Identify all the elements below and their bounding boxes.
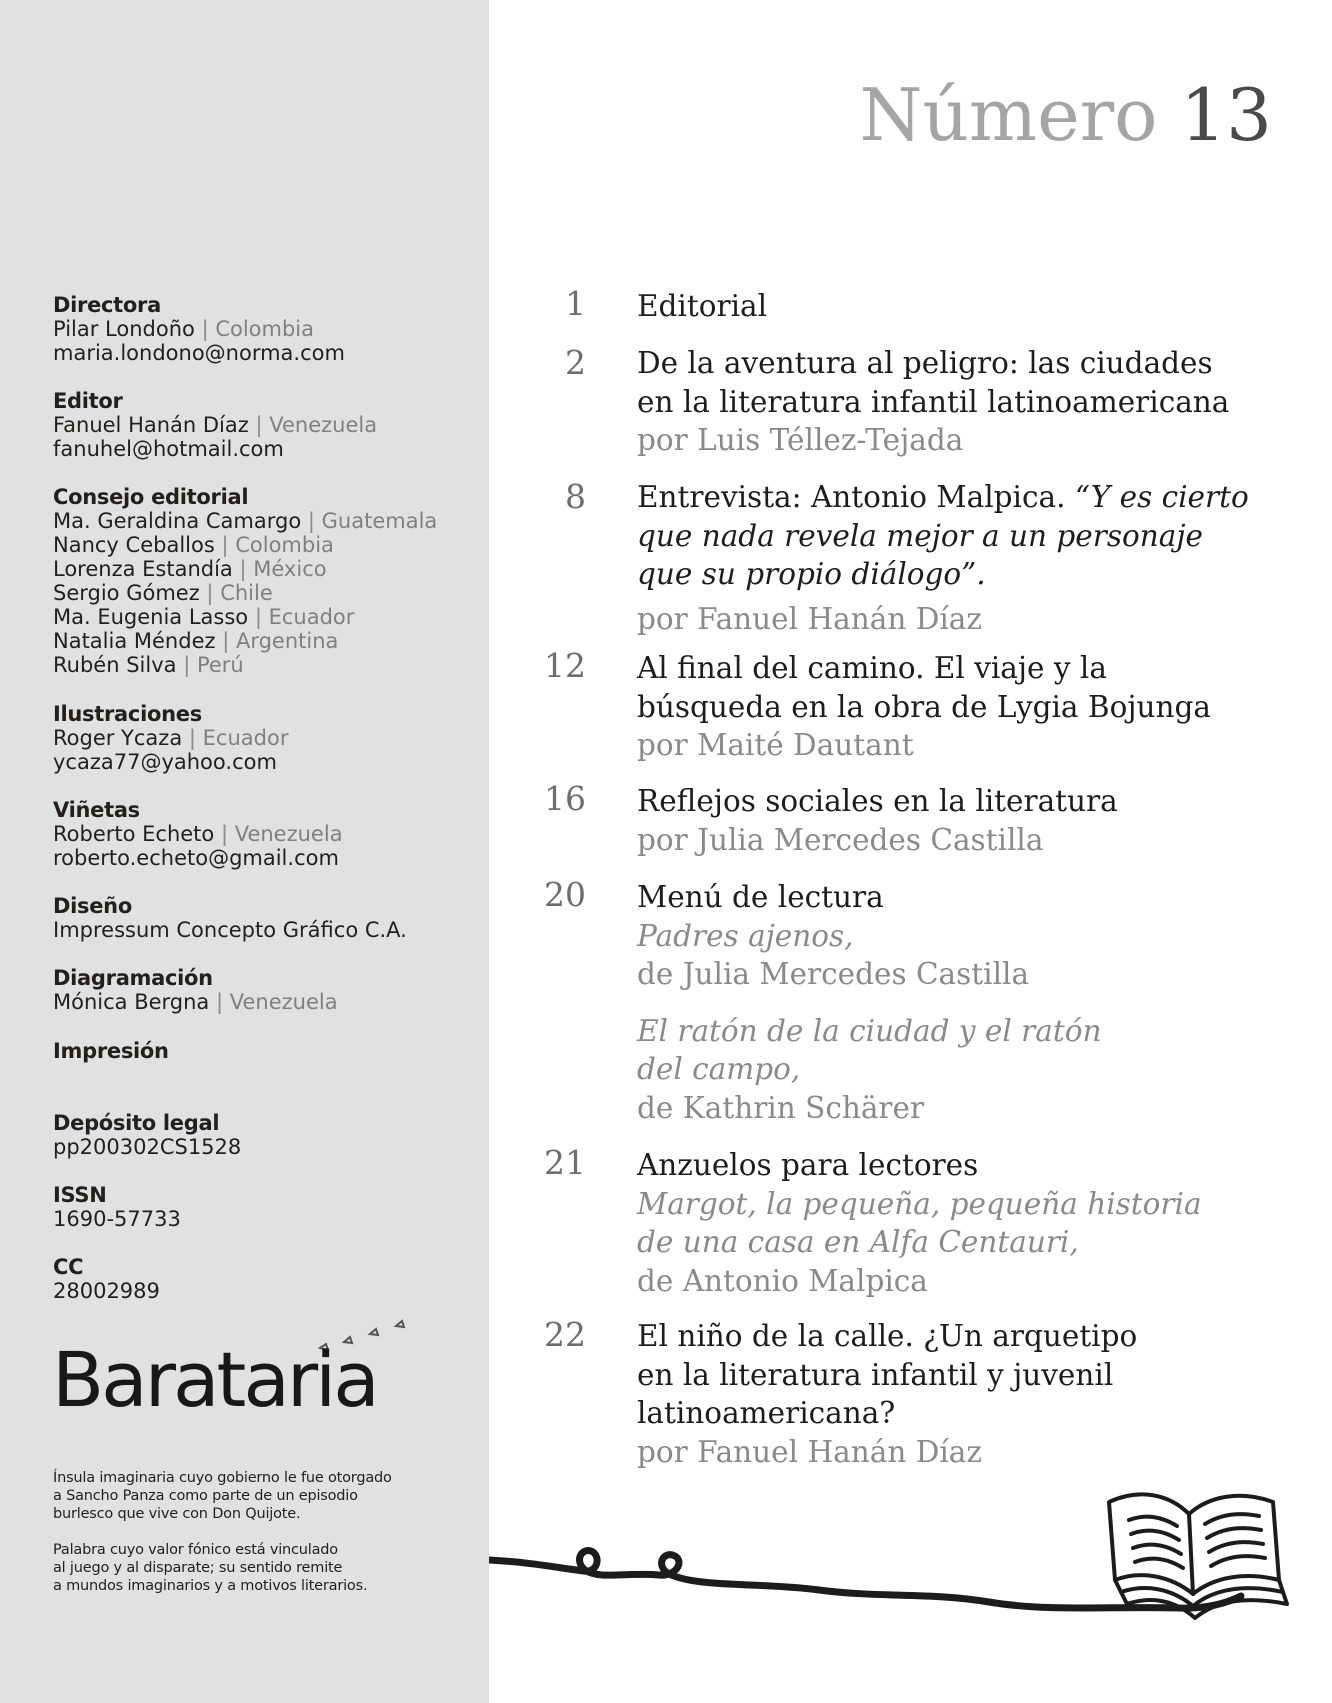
- credit-diagramacion: Diagramación Mónica Bergna | Venezuela: [53, 966, 483, 1014]
- toc-page-number: 20: [544, 875, 586, 914]
- credit-value: pp200302CS1528: [53, 1135, 242, 1159]
- credit-country: Ecuador: [202, 726, 289, 750]
- credit-country: Venezuela: [234, 822, 343, 846]
- toc-title: en la literatura infantil y juvenil: [637, 1357, 1114, 1392]
- toc-author: por Fanuel Hanán Díaz: [637, 601, 982, 636]
- credit-name: Rubén Silva: [53, 653, 177, 677]
- credit-name: Roberto Echeto: [53, 822, 215, 846]
- toc-title: Menú de lectura: [637, 880, 884, 914]
- credit-country: Colombia: [215, 317, 315, 341]
- toc-work-title: Padres ajenos,: [637, 918, 854, 953]
- credit-impresion: [53, 1039, 483, 1063]
- credit-role: ISSN: [53, 1183, 107, 1207]
- credit-email: roberto.echeto@gmail.com: [53, 846, 339, 870]
- toc-entry: [637, 649, 1287, 765]
- credit-name: Sergio Gómez: [53, 581, 200, 605]
- credit-role: Impresión: [53, 1039, 169, 1063]
- credit-name: Ma. Eugenia Lasso: [53, 605, 249, 629]
- toc-title: El niño de la calle. ¿Un arquetipo: [637, 1319, 1138, 1353]
- issue-number: 13: [1180, 73, 1272, 157]
- credit-country: Argentina: [235, 629, 339, 653]
- credit-name: Nancy Ceballos: [53, 533, 215, 557]
- book-string-illustration: [489, 1450, 1332, 1703]
- toc-entry: [637, 344, 1287, 460]
- credit-email: fanuhel@hotmail.com: [53, 437, 284, 461]
- toc-work-title: de una casa en Alfa Centauri,: [637, 1225, 1079, 1259]
- credit-name: Pilar Londoño: [53, 317, 195, 341]
- credit-value: 28002989: [53, 1279, 160, 1303]
- toc-title: búsqueda en la obra de Lygia Bojunga: [637, 689, 1211, 724]
- credit-editor: Editor Fanuel Hanán Díaz | Venezuela fanuhel@hotmail.com: [53, 389, 483, 461]
- toc-title: Editorial: [637, 289, 768, 323]
- credit-country: Chile: [220, 581, 273, 605]
- credit-diseno: [53, 894, 483, 942]
- toc-work-title: del campo,: [637, 1052, 801, 1086]
- credit-role: Diagramación: [53, 966, 213, 990]
- toc-entry: [637, 782, 1287, 859]
- credit-role: Directora: [53, 293, 161, 317]
- toc-author: por Julia Mercedes Castilla: [637, 822, 1044, 857]
- toc-title: Entrevista: Antonio Malpica.: [637, 480, 1066, 514]
- credit-value: 1690-57733: [53, 1207, 181, 1231]
- toc-title: latinoamericana?: [637, 1396, 896, 1430]
- issue-heading: [859, 70, 1272, 160]
- toc-title: Reflejos sociales en la literatura: [637, 784, 1118, 818]
- credit-email: ycaza77@yahoo.com: [53, 750, 277, 774]
- toc-title: en la literatura infantil latinoamericana: [637, 384, 1230, 419]
- toc-quote: que nada revela mejor a un personaje: [637, 518, 1203, 553]
- toc-author: de Kathrin Schärer: [637, 1090, 925, 1125]
- credit-country: Venezuela: [229, 990, 338, 1014]
- toc-quote: “Y es cierto: [1074, 480, 1249, 514]
- credit-name: Natalia Méndez: [53, 629, 216, 653]
- credit-consejo-editorial: Consejo editorial Ma. Geraldina Camargo | Guatemala Nancy Ceballos | Colombia Lorenza Estandía | México Sergio Gómez | Chile Ma. Eugenia Lasso | Ecuador Natalia Méndez | Argentina Rubén Silva | Perú: [53, 485, 483, 677]
- credit-cc: [53, 1255, 483, 1303]
- toc-entry: [637, 287, 1287, 326]
- credit-ilustraciones: Ilustraciones Roger Ycaza | Ecuador ycaza77@yahoo.com: [53, 702, 483, 774]
- credit-country: Guatemala: [321, 509, 438, 533]
- toc-entry: [637, 478, 1287, 638]
- toc-author: por Maité Dautant: [637, 728, 914, 762]
- toc-quote: que su propio diálogo”.: [637, 557, 986, 591]
- toc-page-number: 2: [565, 343, 586, 382]
- logo-note-palabra: Palabra cuyo valor fónico está vinculado al juego y al disparate; su sentido remite a mundos imaginarios y a motivos literarios.: [53, 1542, 368, 1594]
- toc-author: de Julia Mercedes Castilla: [637, 957, 1030, 991]
- credit-country: Ecuador: [268, 605, 355, 629]
- credit-name: Roger Ycaza: [53, 726, 183, 750]
- toc-title: Anzuelos para lectores: [637, 1148, 979, 1182]
- credit-name: Fanuel Hanán Díaz: [53, 413, 249, 437]
- credit-role: CC: [53, 1255, 84, 1279]
- credit-name: Mónica Bergna: [53, 990, 210, 1014]
- credit-issn: [53, 1183, 483, 1231]
- toc-author: de Antonio Malpica: [637, 1263, 928, 1298]
- toc-author: por Luis Téllez-Tejada: [637, 423, 964, 457]
- credits-sidebar: [0, 0, 489, 1703]
- toc-page-number: 8: [565, 477, 586, 516]
- credit-deposito-legal: [53, 1111, 483, 1159]
- credit-name: Lorenza Estandía: [53, 557, 233, 581]
- toc-work-title: Margot, la pequeña, pequeña historia: [637, 1186, 1202, 1221]
- toc-entry: [637, 1317, 1287, 1471]
- credit-name: Impressum Concepto Gráfico C.A.: [53, 918, 407, 942]
- toc-page-number: 16: [544, 779, 586, 818]
- toc-title: De la aventura al peligro: las ciudades: [637, 346, 1213, 380]
- credit-role: Diseño: [53, 894, 132, 918]
- toc-entry: [637, 1146, 1287, 1300]
- logo-note-insula: Ínsula imaginaria cuyo gobierno le fue otorgado a Sancho Panza como parte de un episodio burlesco que vive con Don Quijote.: [53, 1470, 392, 1522]
- credit-directora: Directora Pilar Londoño | Colombia maria.londono@norma.com: [53, 293, 483, 365]
- credit-role: Ilustraciones: [53, 702, 202, 726]
- credit-vinetas: Viñetas Roberto Echeto | Venezuela roberto.echeto@gmail.com: [53, 798, 483, 870]
- issue-label: Número: [859, 73, 1158, 157]
- toc-page-number: 1: [565, 284, 586, 323]
- toc-title: Al final del camino. El viaje y la: [637, 651, 1107, 685]
- barataria-logo: [52, 1318, 412, 1428]
- toc-entry: [637, 878, 1287, 1127]
- credit-role: Editor: [53, 389, 123, 413]
- toc-work-title: El ratón de la ciudad y el ratón: [637, 1013, 1102, 1048]
- credit-country: Perú: [196, 653, 244, 677]
- credit-name: Ma. Geraldina Camargo: [53, 509, 302, 533]
- toc-page-number: 12: [544, 646, 586, 685]
- credit-role: Consejo editorial: [53, 485, 249, 509]
- logo-wordmark: Barataria: [52, 1335, 377, 1424]
- open-book-icon: [1109, 1494, 1287, 1618]
- toc-page-number: 22: [544, 1315, 586, 1354]
- credit-email: maria.londono@norma.com: [53, 341, 345, 365]
- toc-author: por Fanuel Hanán Díaz: [637, 1434, 982, 1469]
- credit-country: Venezuela: [269, 413, 378, 437]
- credit-country: Colombia: [235, 533, 334, 557]
- toc-page-number: 21: [544, 1143, 586, 1182]
- credit-role: Viñetas: [53, 798, 140, 822]
- credit-role: Depósito legal: [53, 1111, 220, 1135]
- credit-country: México: [253, 557, 327, 581]
